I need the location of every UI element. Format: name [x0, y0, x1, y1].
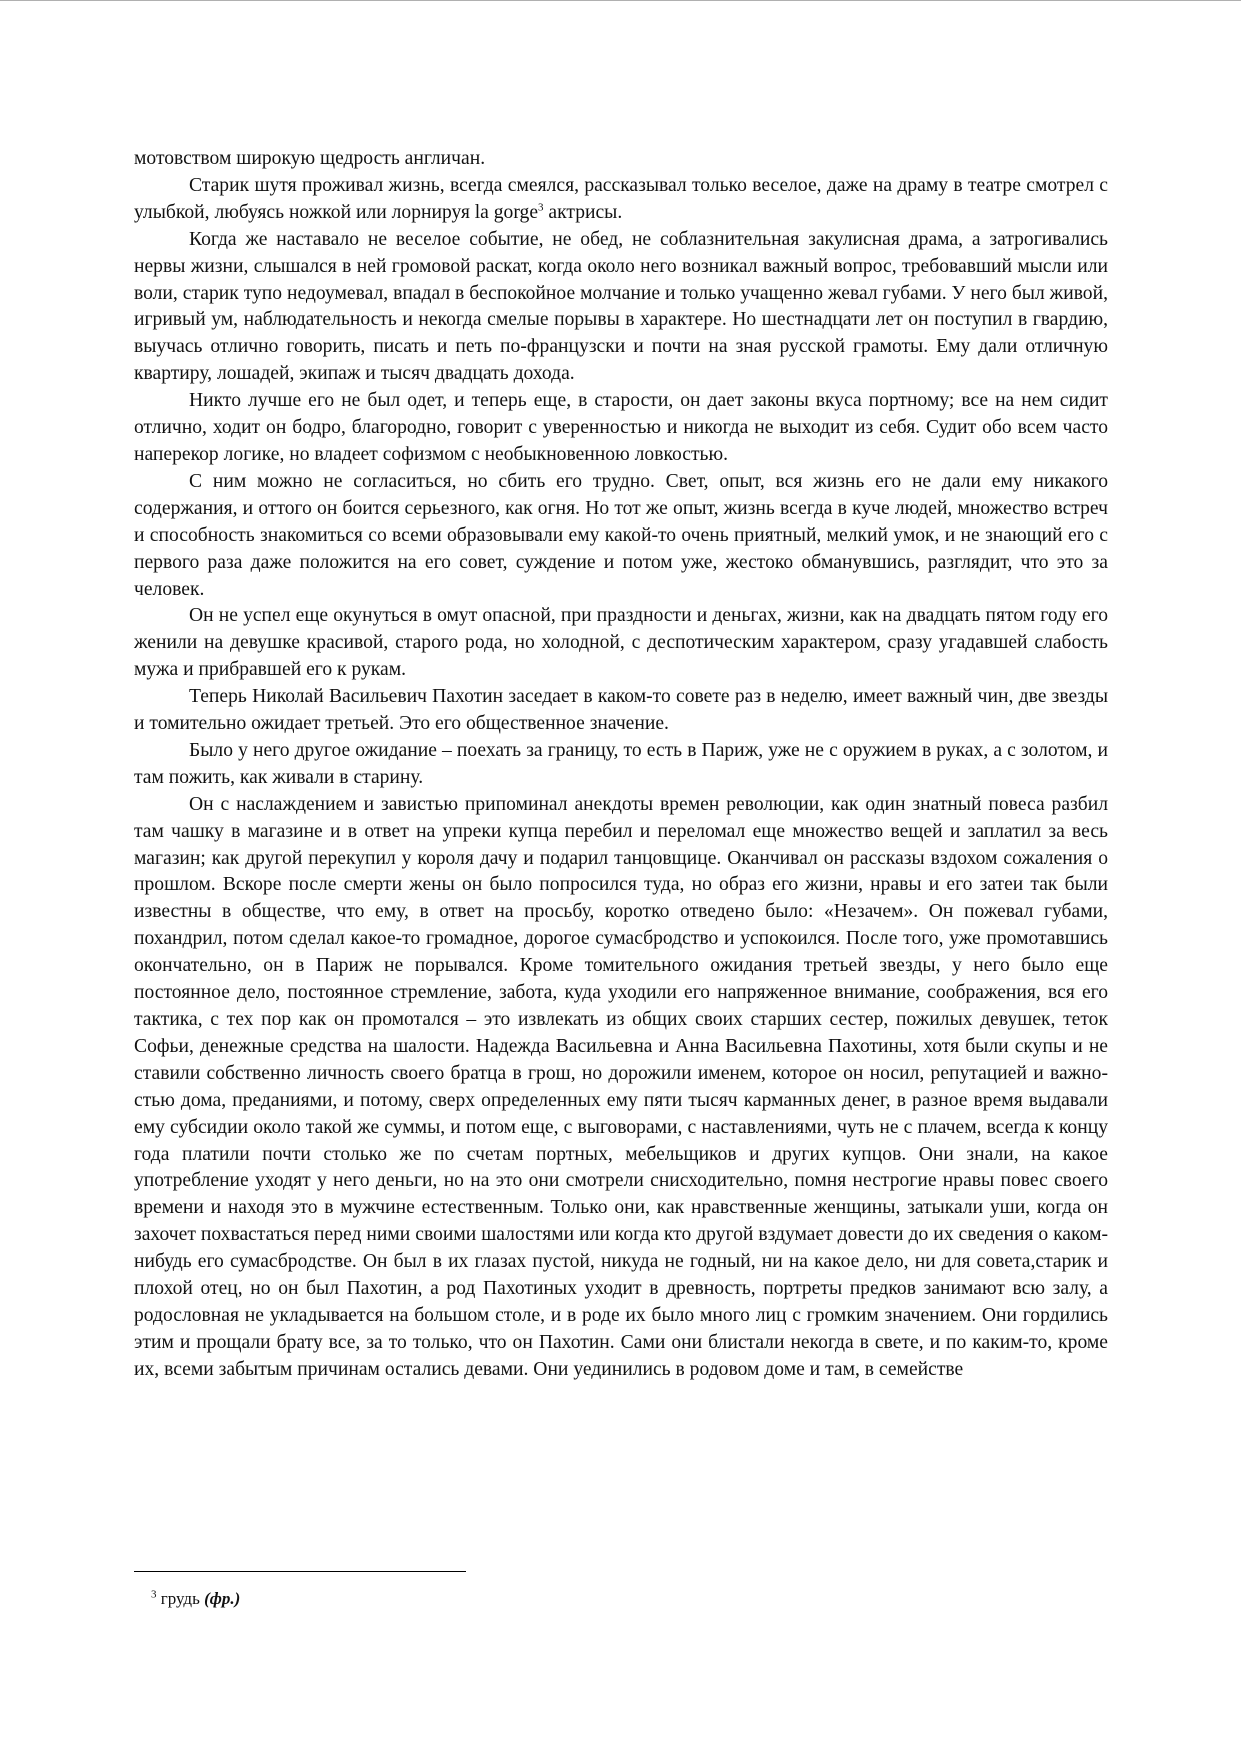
paragraph-text: мотовством широкую щедрость англичан.	[134, 148, 486, 169]
paragraph-text: Старик шутя проживал жизнь, всегда смеялся, рассказывал только веселое, даже на драму в театре смотрел с улыбкой, любуясь ножкой или лорнируя la gorge	[134, 174, 1108, 223]
paragraph-text: Когда же наставало не веселое событие, не обед, не соблазнительная закулисная драма, а затрогивались нервы жизни, слышался в ней громовой раскат, когда около него возникал важный вопрос, требовавший мысли или воли, старик тупо недоумевал, впадал в беспокойное молчание и только учащенно жевал губами. У него был живой, игривый ум, наблюдательность и некогда смелые порывы в характере. Но шестнадцати лет он поступил в гвардию, выучась отлично говорить, писать и петь по-французски и почти на зная русской грамоты. Ему дали отличную квартиру, лошадей, экипаж и тысяч двадцать дохода.	[134, 228, 1108, 385]
footnote-separator	[134, 1571, 466, 1572]
paragraph	[134, 227, 1108, 388]
paragraph-text: актрисы.	[543, 201, 623, 223]
paragraph	[134, 388, 1108, 469]
footnote-marker: 3	[151, 1588, 157, 1601]
paragraph-text: Никто лучше его не был одет, и теперь еще, в старости, он дает законы вкуса портному; все на нем сидит отлично, ходит он бодро, благородно, говорит с уверенностью и никогда не выходит из себя. Судит обо всем часто наперекор логике, но владеет софизмом с необыкновенною ловкостью.	[134, 390, 1108, 465]
paragraph-text: С ним можно не согласиться, но сбить его трудно. Свет, опыт, вся жизнь его не дали ему никакого содержания, и оттого он боится серьезного, как огня. Но тот же опыт, жизнь всегда в куче людей, множество встреч и способность знакомиться со всеми образовывали ему какой-то очень приятный, мелкий умок, и не знающий его с первого раза даже положится на его совет, суждение и потом уже, жестоко обманувшись, разглядит, что это за человек.	[134, 470, 1108, 600]
paragraph-text: Он с наслаждением и завистью припоминал анекдоты времен революции, как один знатный повеса разбил там чашку в магазине и в ответ на упреки купца перебил и переломал еще множество вещей и заплатил за весь магазин; как другой перекупил у короля дачу и подарил танцовщице. Оканчивал он рассказы вздохом сожаления о прошлом. Вскоре после смерти жены он было попросился туда, но образ его жизни, нравы и его затеи так были известны в обществе, что ему, в ответ на просьбу, коротко отведено было: «Незачем». Он пожевал губами, похандрил, потом сделал какое-то громадное, дорогое сумасбродство и успокоился. После того, уже промотавшись окончательно, он в Париж не порывался. Кроме томительного ожидания третьей звезды, у него было еще постоянное дело, постоянное стремление, забота, куда уходили его напряженное внимание, соображения, вся его тактика, с тех пор как он промотался – это извлекать из общих своих старших сестер, пожилых девушек, теток Софьи, денежные средства на шалости. Надежда Васильевна и Анна Васильевна Пахотины, хотя были скупы и не ставили собственно личность своего братца в грош, но дорожили именем, которое он носил, репутацией и важностью дома, преданиями, и потому, сверх определенных ему пяти тысяч карманных денег, в разное время выдавали ему субсидии около такой же суммы, и потом еще, с выговорами, с наставлениями, чуть не с плачем, всегда к концу года платили почти столько же по счетам портных, мебельщиков и других купцов. Они знали, на какое употребление уходят у него деньги, но на это они смотрели снисходительно, помня нестрогие нравы повес своего времени и находя это в мужчине естественным. Только они, как нравственные женщины, затыкали уши, когда он захочет похвастаться перед ними своими шалостями или когда кто другой вздумает довести до их сведения о каком-нибудь его сумасбродстве. Он был в их глазах пустой, никуда не годный, ни на какое дело, ни для совета,старик и плохой отец, но он был Пахотин, а род Пахотиных уходит в древность, портреты предков занимают всю залу, а родословная не укладывается на большом столе, и в роде их было много лиц с громким значением. Они гордились этим и прощали брату все, за то только, что он Пахотин. Сами они блистали некогда в свете, и по каким-то, кроме их, всеми забытым причинам остались девами. Они уединились в родовом доме и там, в семействе	[134, 793, 1108, 1380]
paragraph	[134, 146, 1108, 173]
paragraph	[134, 738, 1108, 792]
page-top-edge	[0, 0, 1241, 1]
page-body	[134, 146, 1108, 1384]
footnote-text: грудь	[156, 1589, 205, 1608]
paragraph	[134, 684, 1108, 738]
footnote-gloss: (фр.)	[204, 1589, 241, 1608]
paragraph-text: Он не успел еще окунуться в омут опасной, при праздности и деньгах, жизни, как на двадцать пятом году его женили на девушке красивой, старого рода, но холодной, с деспотическим характером, сразу угадавшей слабость мужа и прибравшей его к рукам.	[134, 605, 1108, 681]
paragraph	[134, 173, 1108, 227]
paragraph-text: Теперь Николай Васильевич Пахотин заседает в каком-то совете раз в неделю, имеет важный чин, две звезды и томительно ожидает третьей. Это его общественное значение.	[134, 686, 1108, 735]
paragraph	[134, 469, 1108, 604]
paragraph-text: Было у него другое ожидание – поехать за границу, то есть в Париж, уже не с оружием в руках, а с золотом, и там пожить, как живали в старину.	[134, 739, 1108, 788]
paragraph	[134, 792, 1108, 1384]
paragraph	[134, 603, 1108, 684]
footnote-reference: 3	[538, 201, 544, 214]
footnote	[151, 1587, 240, 1611]
